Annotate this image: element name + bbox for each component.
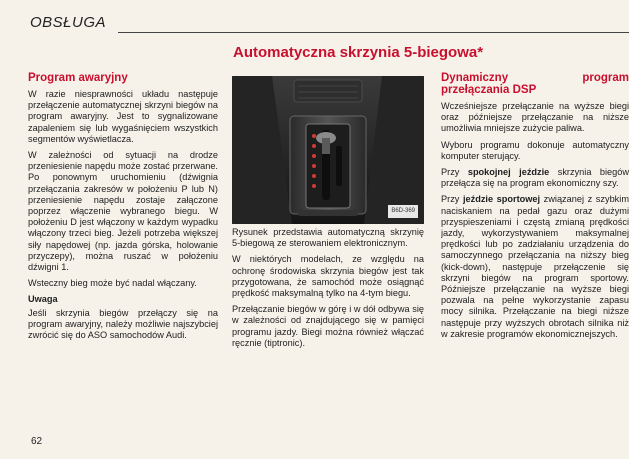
gear-selector-photo (232, 76, 424, 224)
paragraph: W niektórych modelach, ze względu na ochronę środowiska skrzynia biegów jest tak przygotowana, że samochód może osiągnąć prędkość maksymalną tylko na 4-tym biegu. (232, 254, 424, 299)
text-fragment: Przy (441, 194, 463, 205)
paragraph (441, 194, 629, 340)
paragraph: Wyboru programu dokonuje automatyczny komputer sterujący. (441, 139, 629, 161)
column-emergency-program (28, 72, 218, 346)
figure-code: B6D-369 (388, 205, 418, 218)
paragraph: Wcześniejsze przełączanie na wyższe biegi oraz późniejsze przełączanie na niższe umożliwia mniejsze zużycie paliwa. (441, 101, 629, 134)
paragraph (441, 167, 629, 189)
emergency-heading: Program awaryjny (28, 72, 128, 84)
paragraph: W zależności od sytuacji na drodze przeniesienie napędu może zostać przerwane. Po ponownym uruchomieniu (dźwignia przełączania zakresów w położeniu P lub N) przeniesienie napędu zostaje załączone poprzez włączenie wybranego biegu. W położeniu D jest włączony w każdym wypadku włączony trzeci bieg. Jeżeli potrzeba większej siły napędowej (np. jazda górska, holowanie przyczepy), można ruszać w położeniu dźwigni 1. (28, 150, 218, 273)
section-header: OBSŁUGA (30, 14, 107, 31)
emphasis: jeździe sportowej (462, 194, 541, 205)
paragraph: Jeśli skrzynia biegów przełączy się na program awaryjny, należy możliwie najszybciej zwrócić się do ASO samochodów Audi. (28, 307, 218, 341)
dsp-heading: Dynamiczny program przełączania DSP (441, 72, 629, 96)
column2-text (232, 227, 424, 354)
header-rule (118, 32, 629, 33)
paragraph: Wsteczny bieg może być nadal włączany. (28, 278, 197, 289)
note-heading: Uwaga (28, 294, 58, 305)
gear-selector-illustration (232, 76, 424, 224)
figure-caption: Rysunek przedstawia automatyczną skrzynię 5-biegową ze sterowaniem elektronicznym. (232, 227, 424, 249)
column-dsp (441, 72, 629, 345)
text-fragment: Przy (441, 167, 468, 178)
text-fragment: skrzynia biegów przełącza się na program ekonomiczny szy. (441, 167, 629, 189)
page-title: Automatyczna skrzynia 5-biegowa* (233, 44, 484, 61)
emphasis: spokojnej jeździe (467, 167, 550, 178)
paragraph: Przełączanie biegów w górę i w dół odbywa się w zależności od znajdującego się w pamięci programu jazdy. Biegi można również włączać ręcznie (tiptronic). (232, 304, 424, 348)
paragraph: W razie niesprawności układu następuje przełączenie automatycznej skrzyni biegów na program awaryjny. Jest to sygnalizowane zapaleniem się lub wygaśnięciem wszystkich segmentów wyświetlacza. (28, 89, 218, 144)
page-number: 62 (31, 436, 43, 447)
text-fragment: związanej z szybkim naciskaniem na pedał gazu oraz dużymi przyspieszeniami i częstą zmianą prędkości jazdy, wykorzystywaniem maksymalnej prędkości lub po zadziałaniu urządzenia do samoczynnego przełączania na niższy bieg (kick-down), następuje przełączenie się skrzyni biegów na program sportowy. Późniejsze przełączanie na wyższe biegi pozwala na pełne wykorzystanie zapasu mocy silnika. Przełączanie na biegi niższe następuje przy wyższych obrotach silnika niż w zakresie programów ekonomicznejszych. (441, 194, 629, 339)
